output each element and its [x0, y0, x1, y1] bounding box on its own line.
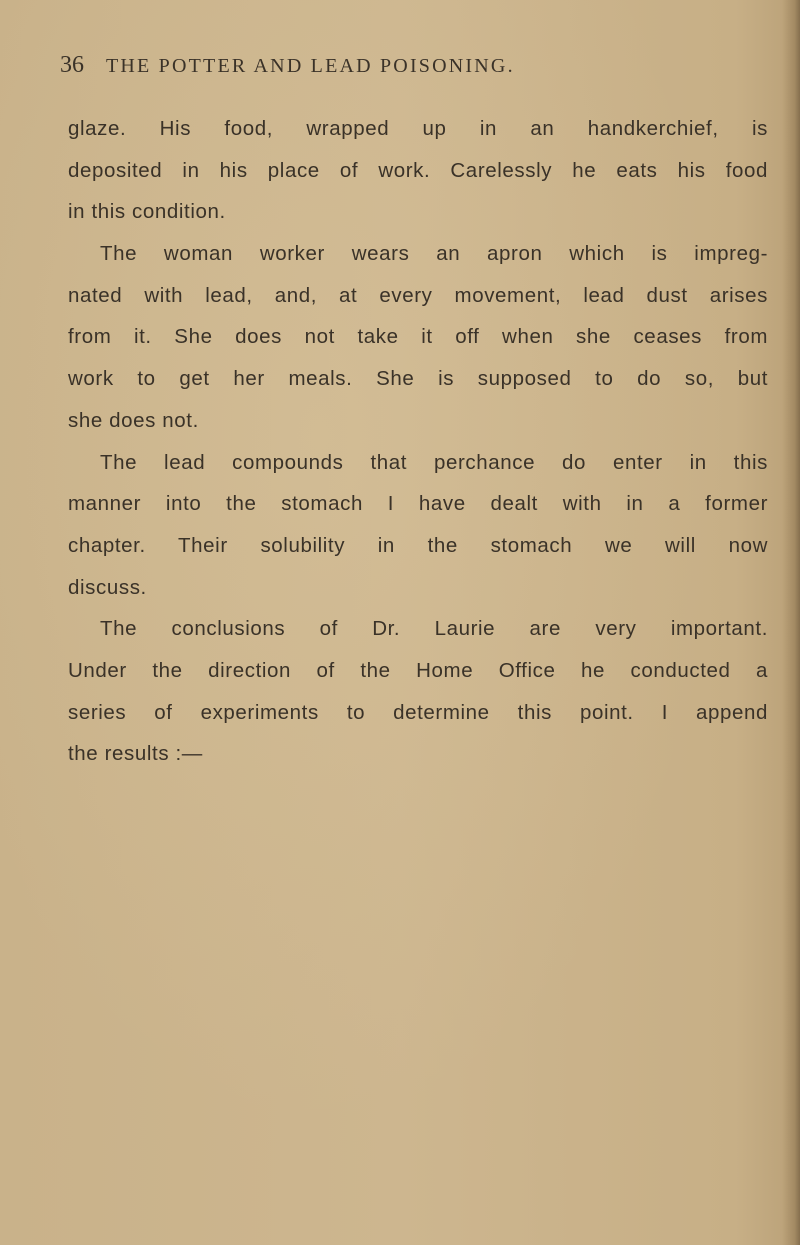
text-line: The woman worker wears an apron which is impreg- — [100, 242, 768, 266]
text-line: The lead compounds that perchance do enter in this — [100, 450, 768, 474]
paragraph — [68, 608, 768, 775]
running-head: THE POTTER AND LEAD POISONING. — [106, 55, 515, 77]
page-header — [60, 52, 700, 92]
page-edge-shadow — [782, 0, 800, 1245]
text-line: deposited in his place of work. Carelessly he eats his food — [68, 158, 768, 182]
text-line: chapter. Their solubility in the stomach we will now — [68, 533, 768, 557]
text-line: she does not. — [68, 408, 199, 432]
text-line: in this condition. — [68, 200, 226, 224]
paragraph — [68, 442, 768, 609]
paragraph — [68, 108, 768, 233]
text-line: nated with lead, and, at every movement, lead dust arises — [68, 283, 768, 307]
text-line: series of experiments to determine this point. I append — [68, 700, 768, 724]
body-text — [68, 108, 768, 775]
paragraph — [68, 233, 768, 441]
text-line: from it. She does not take it off when she ceases from — [68, 325, 768, 349]
page-number: 36 — [60, 52, 84, 78]
text-line: Under the direction of the Home Office he conducted a — [68, 658, 768, 682]
text-line: glaze. His food, wrapped up in an handkerchief, is — [68, 117, 768, 140]
text-line: manner into the stomach I have dealt with in a former — [68, 492, 768, 516]
text-line: discuss. — [68, 575, 147, 599]
text-line: The conclusions of Dr. Laurie are very important. — [100, 617, 768, 641]
text-line: work to get her meals. She is supposed to do so, but — [68, 367, 768, 391]
text-line: the results :— — [68, 742, 203, 766]
